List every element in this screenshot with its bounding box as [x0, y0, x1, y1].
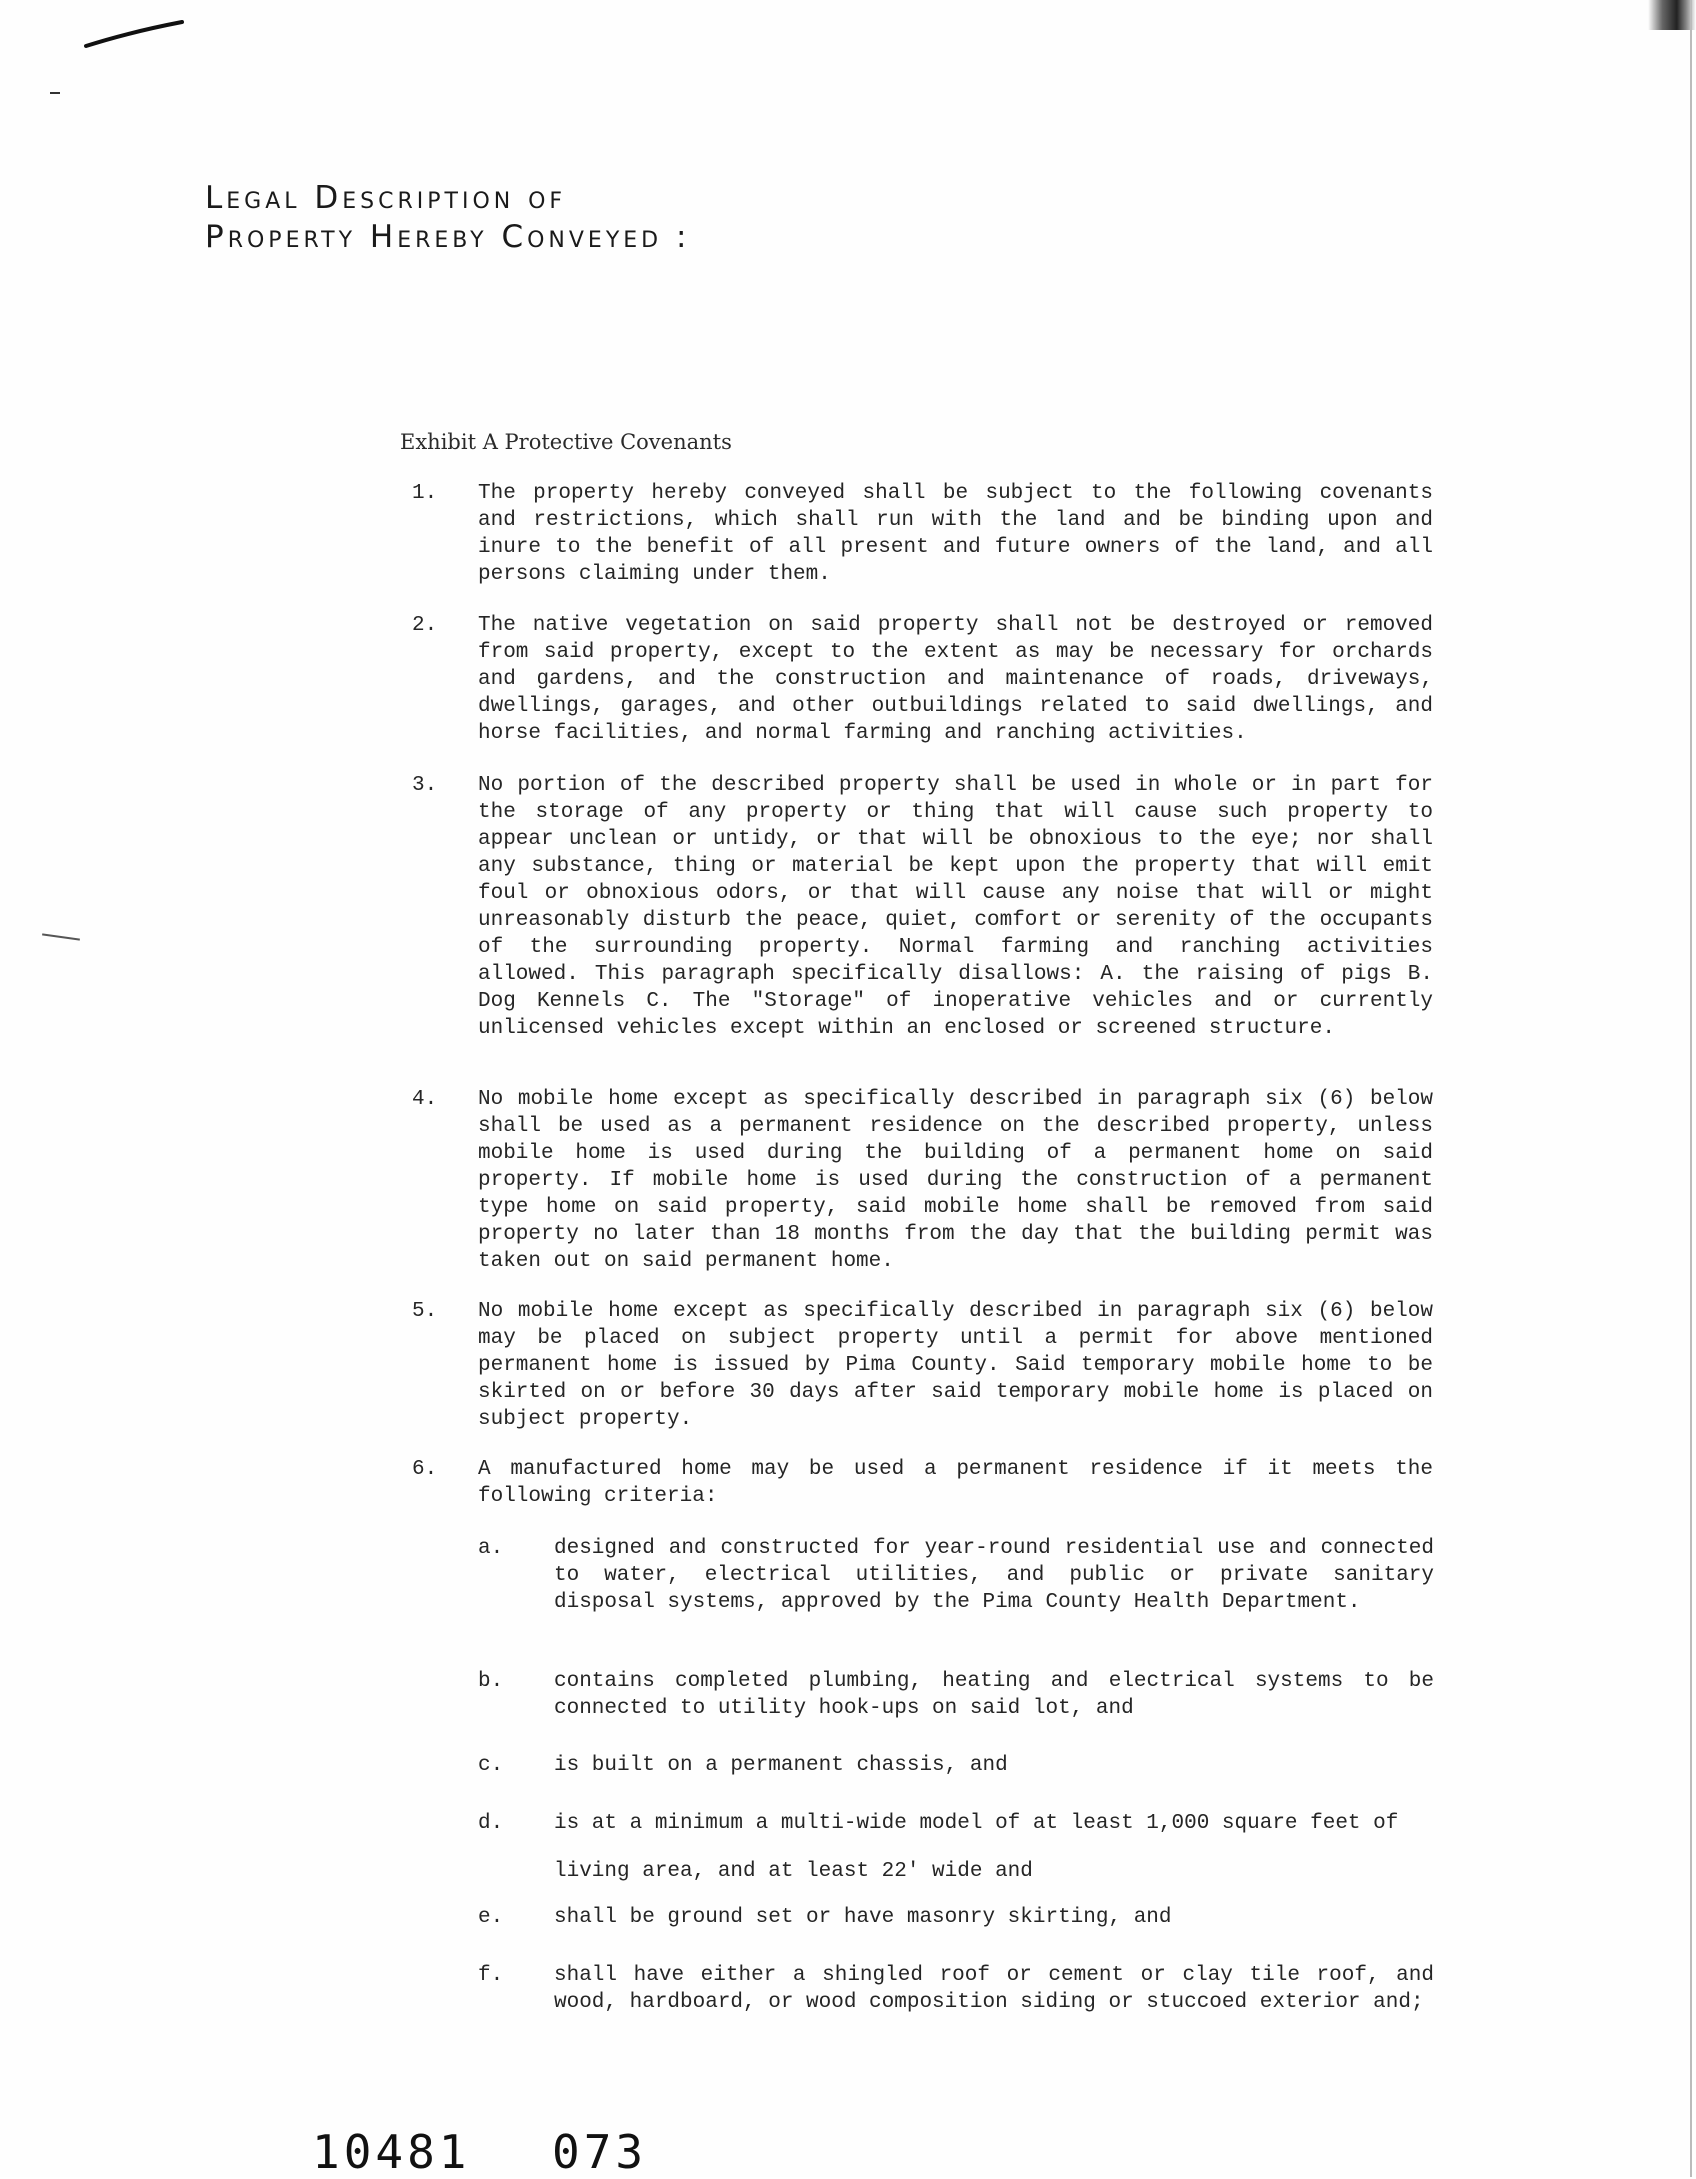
- covenant-number: 3.: [412, 774, 438, 797]
- covenant-number: 6.: [412, 1458, 438, 1481]
- criteria-text: contains completed plumbing, heating and electrical systems to be connected to utility hook-ups on said lot, and: [554, 1670, 1434, 1720]
- exhibit-title: Exhibit A Protective Covenants: [400, 430, 732, 454]
- covenant-number: 2.: [412, 614, 438, 637]
- covenant-text: A manufactured home may be used a permanent residence if it meets the following criteria:: [478, 1458, 1433, 1508]
- criteria-text: shall have either a shingled roof or cement or clay tile roof, and wood, hardboard, or wood composition siding or stuccoed exterior and;: [554, 1964, 1434, 2014]
- covenant-number: 5.: [412, 1300, 438, 1323]
- covenant-text: No mobile home except as specifically described in paragraph six (6) below may be placed on subject property until a permit for above mentioned permanent home is issued by Pima County. Said temporary mobile home to be skirted on or before 30 days after said temporary mobile home is placed on subject property.: [478, 1300, 1433, 1431]
- criteria-letter: b.: [478, 1670, 504, 1693]
- covenant-number: 1.: [412, 482, 438, 505]
- recording-book-number: 10481: [312, 2125, 471, 2179]
- criteria-letter: c.: [478, 1754, 504, 1777]
- covenant-text: The native vegetation on said property shall not be destroyed or removed from said property, except to the extent as may be necessary for orchards and gardens, and the construction and maintenance of roads, driveways, dwellings, garages, and other outbuildings related to said dwellings, and horse facilities, and normal farming and ranching activities.: [478, 614, 1433, 745]
- criteria-letter: e.: [478, 1906, 504, 1929]
- edge-line-mark: [1690, 0, 1692, 2177]
- handwritten-title-line2: Property Hereby Conveyed :: [205, 219, 691, 255]
- pen-stroke-mark: [80, 14, 190, 54]
- covenant-number: 4.: [412, 1088, 438, 1111]
- recording-page-number: 073: [552, 2125, 648, 2179]
- criteria-text: is built on a permanent chassis, and: [554, 1754, 1008, 1777]
- criteria-letter: f.: [478, 1964, 504, 1987]
- criteria-text: designed and constructed for year-round residential use and connected to water, electrical utilities, and public or private sanitary disposal systems, approved by the Pima County Health Department.: [554, 1537, 1434, 1614]
- criteria-letter: a.: [478, 1537, 504, 1560]
- criteria-text-continued: living area, and at least 22' wide and: [554, 1860, 1033, 1883]
- stray-dash-mark-2: [42, 933, 80, 940]
- criteria-text: is at a minimum a multi-wide model of at least 1,000 square feet of: [554, 1812, 1399, 1835]
- binding-edge-mark: [1648, 0, 1696, 30]
- covenant-text: The property hereby conveyed shall be subject to the following covenants and restrictions, which shall run with the land and be binding upon and inure to the benefit of all present and future owners of the land, and all persons claiming under them.: [478, 482, 1433, 586]
- covenant-text: No portion of the described property shall be used in whole or in part for the storage of any property or thing that will cause such property to appear unclean or untidy, or that will be obnoxious to the eye; nor shall any substance, thing or material be kept upon the property that will emit foul or obnoxious odors, or that will cause any noise that will or might unreasonably disturb the peace, quiet, comfort or serenity of the occupants of the surrounding property. Normal farming and ranching activities allowed. This paragraph specifically disallows: A. the raising of pigs B. Dog Kennels C. The "Storage" of inoperative vehicles and or currently unlicensed vehicles except within an enclosed or screened structure.: [478, 774, 1433, 1040]
- criteria-text: shall be ground set or have masonry skirting, and: [554, 1906, 1172, 1929]
- handwritten-title-line1: Legal Description of: [205, 180, 567, 216]
- criteria-letter: d.: [478, 1812, 504, 1835]
- stray-dash-mark: [50, 92, 60, 94]
- covenant-text: No mobile home except as specifically described in paragraph six (6) below shall be used as a permanent residence on the described property, unless mobile home is used during the building of a permanent home on said property. If mobile home is used during the construction of a permanent type home on said property, said mobile home shall be removed from said property no later than 18 months from the day that the building permit was taken out on said permanent home.: [478, 1088, 1433, 1273]
